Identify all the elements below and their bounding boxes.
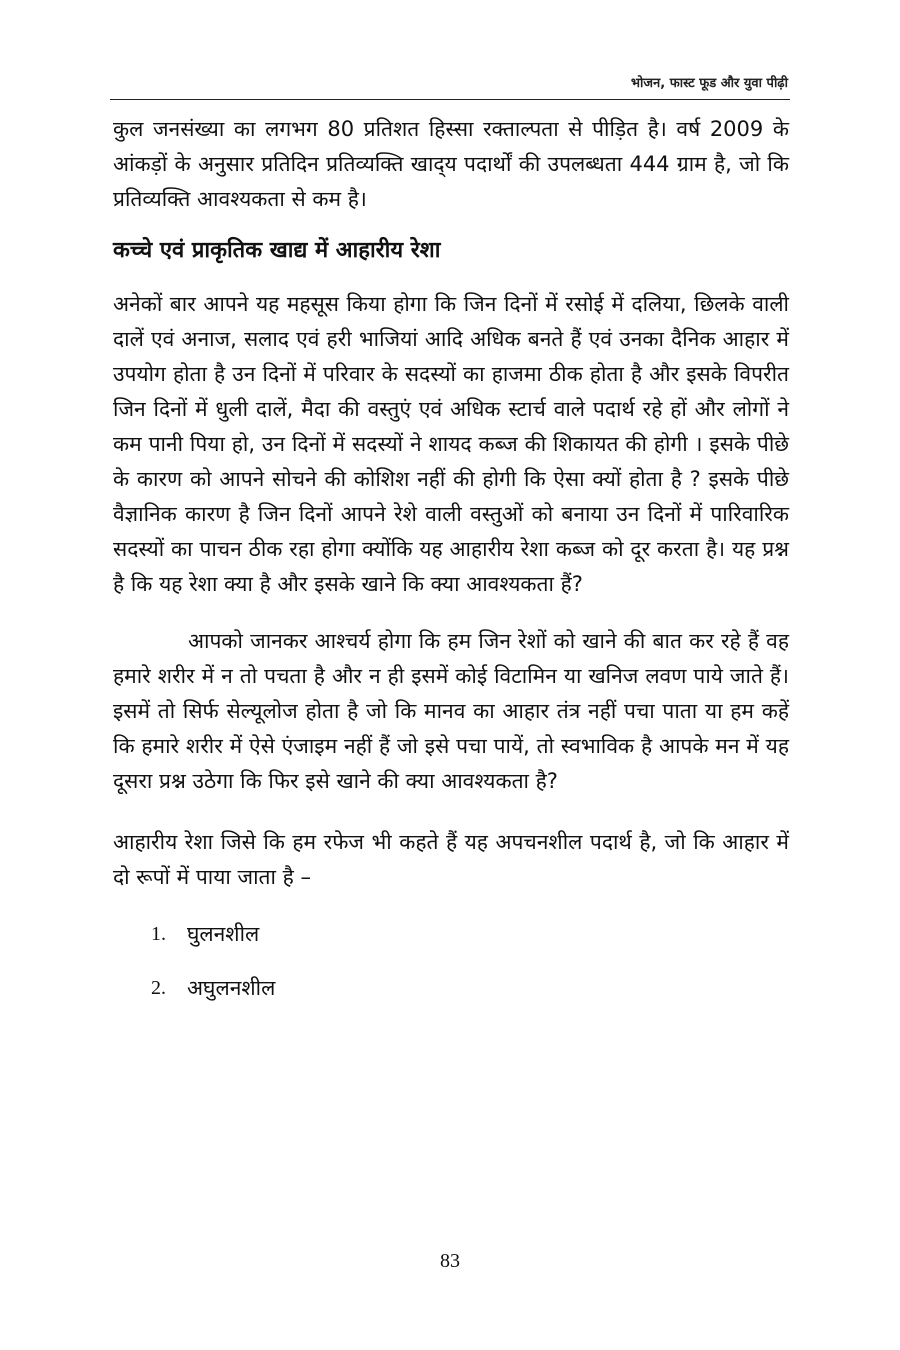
- section-heading: कच्चे एवं प्राकृतिक खाद्य में आहारीय रेशा: [113, 238, 441, 263]
- list-item: [151, 971, 789, 1006]
- list-item-number: 1.: [151, 923, 166, 945]
- running-header: भोजन, फास्ट फूड और युवा पीढ़ी: [630, 76, 788, 91]
- fiber-types-list: [113, 917, 789, 1006]
- paragraph-anemia-stats: कुल जनसंख्या का लगभग 80 प्रतिशत हिस्सा रक्ताल्पता से पीड़ित है। वर्ष 2009 के आंकड़ों के अनुसार प्रतिदिन प्रतिव्यक्ति खाद्‌य पदार्थों की उपलब्धता 444 ग्राम है, जो कि प्रतिव्यक्ति आवश्यकता से कम है।: [113, 117, 789, 211]
- paragraph-roughage: आहारीय रेशा जिसे कि हम रफेज भी कहते हैं यह अपचनशील पदार्थ है, जो कि आहार में दो रूपों में पाया जाता है –: [113, 830, 789, 889]
- page-body: [113, 112, 789, 1025]
- paragraph-fiber-cellulose: आपको जानकर आश्चर्य होगा कि हम जिन रेशों को खाने की बात कर रहे हैं वह हमारे शरीर में न तो पचता है और न ही इसमें कोई विटामिन या खनिज लवण पाये जाते हैं। इसमें तो सिर्फ सेल्यूलोज होता है जो कि मानव का आहार तंत्र नहीं पचा पाता या हम कहें कि हमारे शरीर में ऐसे एंजाइम नहीं हैं जो इसे पचा पायें, तो स्वभाविक है आपके मन में यह दूसरा प्रश्न उठेगा कि फिर इसे खाने की क्या आवश्यकता है?: [113, 629, 789, 793]
- list-item-number: 2.: [151, 977, 166, 999]
- list-item-text: घुलनशील: [187, 922, 260, 946]
- list-item: [151, 917, 789, 952]
- page-number: 83: [440, 1250, 460, 1272]
- header-rule: [110, 99, 790, 100]
- list-item-text: अघुलनशील: [187, 976, 276, 1000]
- paragraph-fiber-experience: अनेकों बार आपने यह महसूस किया होगा कि जिन दिनों में रसोई में दलिया, छिलके वाली दालें एवं अनाज, सलाद एवं हरी भाजियां आदि अधिक बनते हैं एवं उनका दैनिक आहार में उपयोग होता है उन दिनों में परिवार के सदस्यों का हाजमा ठीक होता है और इसके विपरीत जिन दिनों में धुली दालें, मैदा की वस्तुएं एवं अधिक स्टार्च वाले पदार्थ रहे हों और लोगों ने कम पानी पिया हो, उन दिनों में सदस्यों ने शायद कब्ज की शिकायत की होगी । इसके पीछे के कारण को आपने सोचने की कोशिश नहीं की होगी कि ऐसा क्यों होता है ? इसके पीछे वैज्ञानिक कारण है जिन दिनों आपने रेशे वाली वस्तुओं को बनाया उन दिनों में पारिवारिक सदस्यों का पाचन ठीक रहा होगा क्योंकि यह आहारीय रेशा कब्ज को दूर करता है। यह प्रश्न है कि यह रेशा क्या है और इसके खाने कि क्या आवश्यकता हैं?: [113, 292, 789, 596]
